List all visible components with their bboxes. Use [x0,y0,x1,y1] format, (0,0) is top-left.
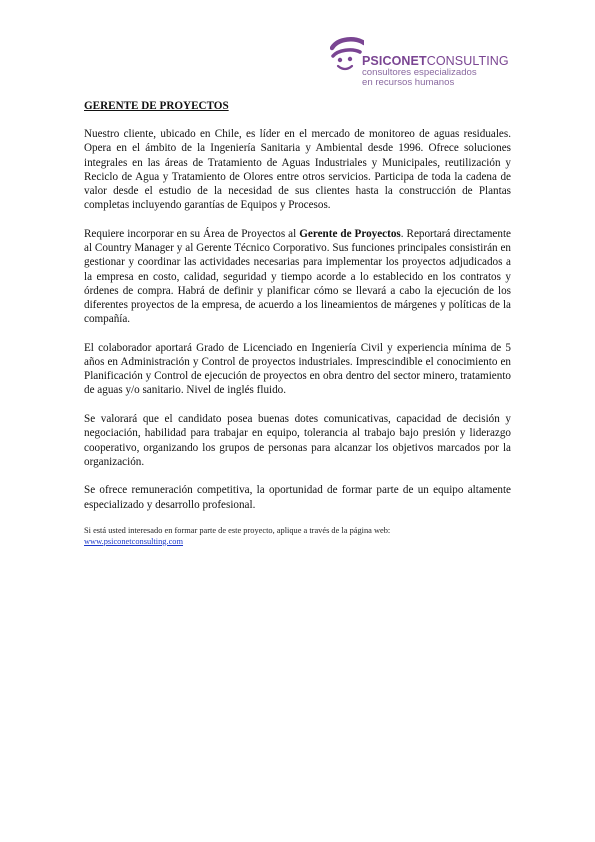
website-link[interactable]: www.psiconetconsulting.com [84,536,184,546]
logo-tagline-line1: consultores especializados [362,67,477,78]
company-logo [330,36,530,92]
logo-tagline-line2: en recursos humanos [362,76,455,88]
paragraph-role-intro: Requiere incorporar en su Área de Proyectos al [84,227,300,240]
application-note [84,526,511,547]
document-body [84,99,511,547]
logo-wordmark [362,54,509,68]
psiconet-arc-mark-icon [330,36,364,80]
paragraph-role-details: . Reportará directamente al Country Manager y al Gerente Técnico Corporativo. Sus funciones principales consistirán en gestionar y coordinar las actividades necesarias para implementar los proyectos adjudicados a la empresa en costo, calidad, seguridad y tiempo acorde a lo establecido en los contratos y órdenes de compra. Habrá de definir y planificar cómo se llevará a cabo la ejecución de los diferentes proyectos de la empresa, de acuerdo a los lineamientos de márgenes y políticas de la compañía. [84,227,511,326]
job-title: GERENTE DE PROYECTOS [84,100,229,112]
paragraph-company: Nuestro cliente, ubicado en Chile, es líder en el mercado de monitoreo de aguas residuales. Opera en el ámbito de la Ingeniería Sanitaria y Ambiental desde 1996. Ofrece soluciones integrales en las áreas de Tratamiento de Aguas Industriales y Municipales, reutilización y Reciclo de Agua y Tratamiento de Olores entre otros servicios. Participa de toda la cadena de valor desde el estudio de la necesidad de sus clientes hasta la construcción de Plantas completas incluyendo garantías de Equipos y Procesos. [84,128,511,212]
application-note-text: Si está usted interesado en formar parte de este proyecto, aplique a través de la página web: [84,526,391,536]
paragraph-requirements: El colaborador aportará Grado de Licenciado en Ingeniería Civil y experiencia mínima de 5 años en Administración y Control de proyectos industriales. Imprescindible el conocimiento en Planificación y Control de ejecución de proyectos en obra dentro del sector minero, tratamiento de aguas y/o sanitario. Nivel de inglés fluido. [84,341,511,397]
logo-tagline [362,68,477,87]
paragraph-role-position: Gerente de Proyectos [299,227,401,240]
paragraph-role [84,227,511,326]
paragraph-offer: Se ofrece remuneración competitiva, la oportunidad de formar parte de un equipo altamente especializado y desarrollo profesional. [84,484,511,511]
paragraph-skills: Se valorará que el candidato posea buenas dotes comunicativas, capacidad de decisión y negociación, habilidad para trabajar en equipo, tolerancia al trabajo bajo presión y liderazgo cooperativo, organizando los grupos de personas para alcanzar los objetivos marcados por la organización. [84,413,511,468]
logo-wordmark-light: CONSULTING [426,54,509,68]
logo-wordmark-bold: PSICONET [362,54,427,68]
